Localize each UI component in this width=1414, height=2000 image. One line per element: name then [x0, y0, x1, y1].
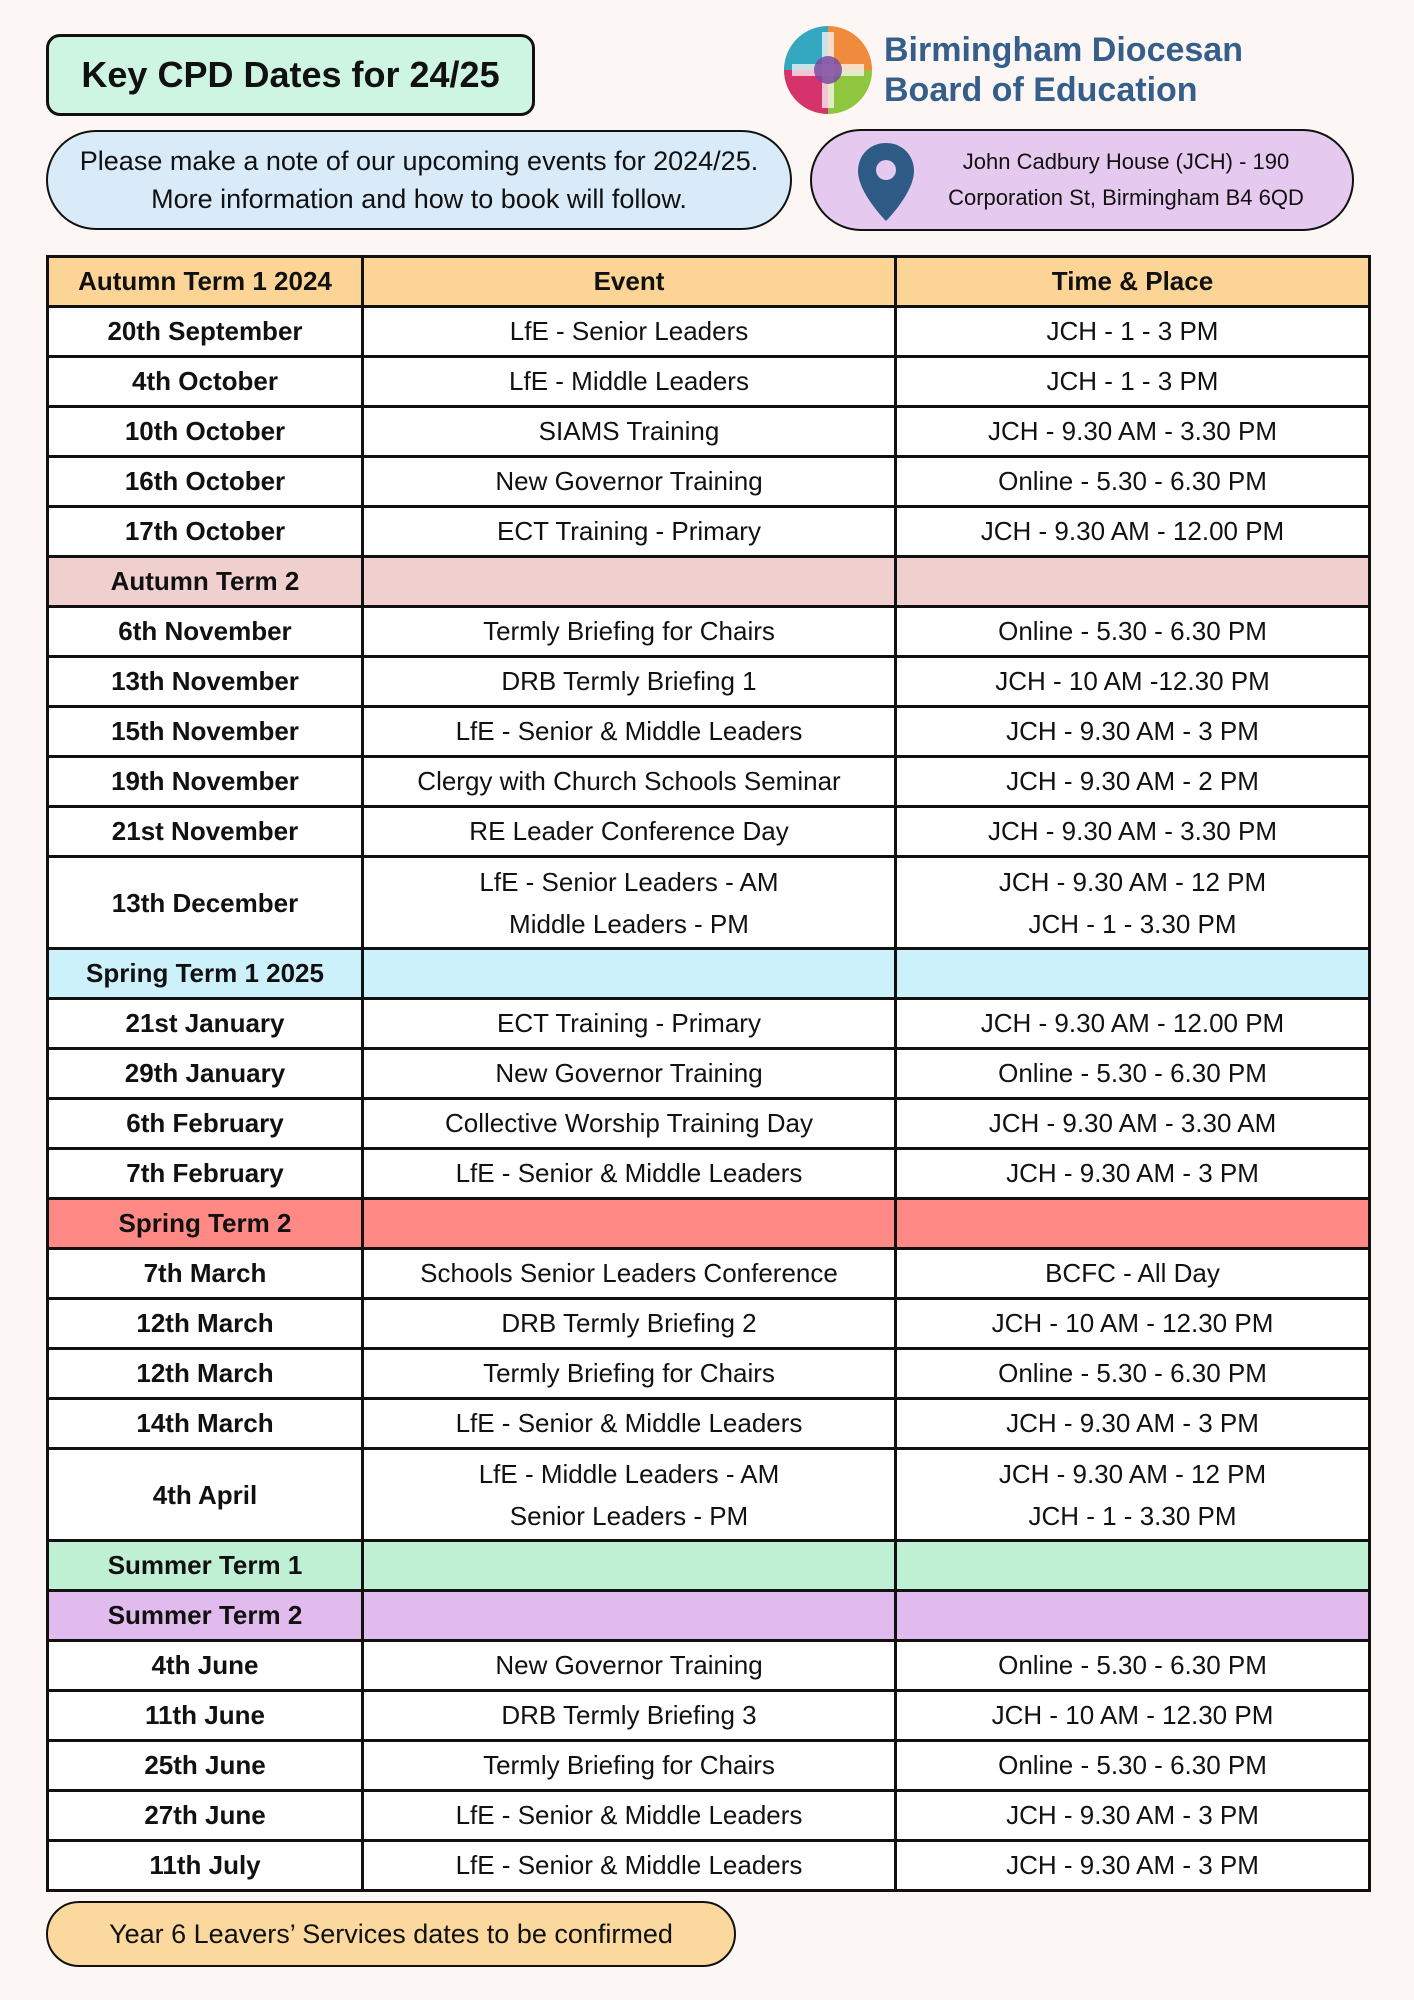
table-row	[48, 1641, 1370, 1691]
term-label: Spring Term 1 2025	[48, 949, 363, 999]
date-cell: 11th July	[48, 1841, 363, 1891]
date-cell: 14th March	[48, 1399, 363, 1449]
event-cell: Schools Senior Leaders Conference	[363, 1249, 896, 1299]
date-cell: 13th November	[48, 657, 363, 707]
diocesan-logo-icon	[782, 24, 874, 116]
time-place-cell: JCH - 10 AM - 12.30 PM	[896, 1299, 1370, 1349]
time-place-cell: JCH - 10 AM - 12.30 PM	[896, 1691, 1370, 1741]
time-place-cell: JCH - 9.30 AM - 12.00 PM	[896, 507, 1370, 557]
table-row	[48, 807, 1370, 857]
date-cell: 4th June	[48, 1641, 363, 1691]
event-cell: SIAMS Training	[363, 407, 896, 457]
date-cell: 15th November	[48, 707, 363, 757]
time-place-cell: JCH - 9.30 AM - 3 PM	[896, 1841, 1370, 1891]
term-row-empty-cell	[363, 1591, 896, 1641]
date-cell: 4th April	[48, 1449, 363, 1541]
term-row-empty-cell	[363, 949, 896, 999]
event-cell	[363, 1449, 896, 1541]
time-place-cell: JCH - 9.30 AM - 3 PM	[896, 1399, 1370, 1449]
brand-logo	[782, 24, 1342, 120]
term-row-empty-cell	[896, 557, 1370, 607]
time-place-cell: JCH - 9.30 AM - 3.30 AM	[896, 1099, 1370, 1149]
event-cell: LfE - Middle Leaders	[363, 357, 896, 407]
table-row	[48, 507, 1370, 557]
time-place-cell-line: JCH - 1 - 3.30 PM	[1028, 908, 1237, 939]
time-place-cell: JCH - 10 AM -12.30 PM	[896, 657, 1370, 707]
table-row	[48, 1299, 1370, 1349]
event-cell-line: LfE - Middle Leaders - AM	[478, 1458, 780, 1489]
event-cell: DRB Termly Briefing 3	[363, 1691, 896, 1741]
column-header-term: Autumn Term 1 2024	[48, 257, 363, 307]
term-header-row	[48, 557, 1370, 607]
time-place-cell: Online - 5.30 - 6.30 PM	[896, 457, 1370, 507]
time-place-cell: Online - 5.30 - 6.30 PM	[896, 1349, 1370, 1399]
event-cell: Termly Briefing for Chairs	[363, 1349, 896, 1399]
table-body	[48, 307, 1370, 1891]
event-cell: LfE - Senior Leaders	[363, 307, 896, 357]
term-label: Summer Term 1	[48, 1541, 363, 1591]
time-place-cell: JCH - 9.30 AM - 3 PM	[896, 1149, 1370, 1199]
table-row	[48, 707, 1370, 757]
time-place-cell: JCH - 9.30 AM - 12.00 PM	[896, 999, 1370, 1049]
time-place-cell: JCH - 1 - 3 PM	[896, 357, 1370, 407]
column-header-time-place: Time & Place	[896, 257, 1370, 307]
table-row	[48, 1049, 1370, 1099]
date-cell: 20th September	[48, 307, 363, 357]
event-cell: LfE - Senior & Middle Leaders	[363, 707, 896, 757]
page-title: Key CPD Dates for 24/25	[46, 34, 535, 116]
event-cell	[363, 857, 896, 949]
event-cell: ECT Training - Primary	[363, 999, 896, 1049]
time-place-cell: JCH - 9.30 AM - 3 PM	[896, 707, 1370, 757]
table-row	[48, 407, 1370, 457]
table-row	[48, 1449, 1370, 1541]
event-cell: New Governor Training	[363, 1049, 896, 1099]
date-cell: 13th December	[48, 857, 363, 949]
event-cell: RE Leader Conference Day	[363, 807, 896, 857]
event-cell: DRB Termly Briefing 1	[363, 657, 896, 707]
table-row	[48, 607, 1370, 657]
location-text: John Cadbury House (JCH) - 190 Corporation St, Birmingham B4 6QD	[948, 149, 1304, 210]
time-place-cell: Online - 5.30 - 6.30 PM	[896, 607, 1370, 657]
time-place-cell	[896, 1449, 1370, 1541]
intro-note-line-2: More information and how to book will follow.	[151, 184, 687, 214]
date-cell: 21st November	[48, 807, 363, 857]
term-row-empty-cell	[896, 1541, 1370, 1591]
event-cell: ECT Training - Primary	[363, 507, 896, 557]
date-cell: 29th January	[48, 1049, 363, 1099]
event-cell: Termly Briefing for Chairs	[363, 607, 896, 657]
table-row	[48, 1791, 1370, 1841]
time-place-cell: BCFC - All Day	[896, 1249, 1370, 1299]
table-row	[48, 357, 1370, 407]
time-place-cell	[896, 857, 1370, 949]
term-row-empty-cell	[896, 1591, 1370, 1641]
event-cell: LfE - Senior & Middle Leaders	[363, 1149, 896, 1199]
logo-line-2: Board of Education	[884, 71, 1198, 109]
intro-note	[46, 130, 792, 230]
intro-note-line-1: Please make a note of our upcoming events for 2024/25.	[79, 146, 759, 176]
event-cell-line: Middle Leaders - PM	[509, 908, 749, 939]
date-cell: 7th February	[48, 1149, 363, 1199]
table-row	[48, 1149, 1370, 1199]
term-row-empty-cell	[896, 1199, 1370, 1249]
table-header-row	[48, 257, 1370, 307]
event-cell: Termly Briefing for Chairs	[363, 1741, 896, 1791]
term-header-row	[48, 949, 1370, 999]
time-place-cell: JCH - 1 - 3 PM	[896, 307, 1370, 357]
table-row	[48, 657, 1370, 707]
logo-line-1: Birmingham Diocesan	[884, 31, 1243, 69]
date-cell: 25th June	[48, 1741, 363, 1791]
term-header-row	[48, 1591, 1370, 1641]
term-label: Spring Term 2	[48, 1199, 363, 1249]
table-row	[48, 857, 1370, 949]
term-label: Summer Term 2	[48, 1591, 363, 1641]
event-cell: LfE - Senior & Middle Leaders	[363, 1399, 896, 1449]
table-row	[48, 1399, 1370, 1449]
cpd-dates-table	[46, 255, 1371, 1892]
table-row	[48, 1349, 1370, 1399]
time-place-cell: JCH - 9.30 AM - 2 PM	[896, 757, 1370, 807]
event-cell: LfE - Senior & Middle Leaders	[363, 1841, 896, 1891]
date-cell: 7th March	[48, 1249, 363, 1299]
term-row-empty-cell	[363, 1199, 896, 1249]
table-row	[48, 1691, 1370, 1741]
date-cell: 16th October	[48, 457, 363, 507]
footer-note: Year 6 Leavers’ Services dates to be confirmed	[46, 1901, 736, 1967]
term-label: Autumn Term 2	[48, 557, 363, 607]
time-place-cell-line: JCH - 9.30 AM - 12 PM	[998, 1458, 1267, 1489]
table-row	[48, 307, 1370, 357]
map-pin-icon	[856, 141, 916, 223]
table-row	[48, 1099, 1370, 1149]
date-cell: 6th November	[48, 607, 363, 657]
date-cell: 10th October	[48, 407, 363, 457]
table-row	[48, 999, 1370, 1049]
date-cell: 11th June	[48, 1691, 363, 1741]
event-cell-line: Senior Leaders - PM	[509, 1500, 749, 1531]
table-row	[48, 1741, 1370, 1791]
term-header-row	[48, 1199, 1370, 1249]
event-cell: New Governor Training	[363, 1641, 896, 1691]
time-place-cell: Online - 5.30 - 6.30 PM	[896, 1741, 1370, 1791]
term-row-empty-cell	[363, 1541, 896, 1591]
table-row	[48, 757, 1370, 807]
date-cell: 12th March	[48, 1299, 363, 1349]
term-row-empty-cell	[363, 557, 896, 607]
event-cell: DRB Termly Briefing 2	[363, 1299, 896, 1349]
event-cell: New Governor Training	[363, 457, 896, 507]
date-cell: 19th November	[48, 757, 363, 807]
time-place-cell-line: JCH - 1 - 3.30 PM	[1028, 1500, 1237, 1531]
table-row	[48, 1841, 1370, 1891]
date-cell: 17th October	[48, 507, 363, 557]
date-cell: 6th February	[48, 1099, 363, 1149]
location-box	[810, 129, 1354, 231]
time-place-cell: JCH - 9.30 AM - 3.30 PM	[896, 807, 1370, 857]
time-place-cell: JCH - 9.30 AM - 3 PM	[896, 1791, 1370, 1841]
event-cell: Collective Worship Training Day	[363, 1099, 896, 1149]
column-header-event: Event	[363, 257, 896, 307]
date-cell: 12th March	[48, 1349, 363, 1399]
time-place-cell-line: JCH - 9.30 AM - 12 PM	[998, 866, 1267, 897]
event-cell: LfE - Senior & Middle Leaders	[363, 1791, 896, 1841]
date-cell: 27th June	[48, 1791, 363, 1841]
term-row-empty-cell	[896, 949, 1370, 999]
event-cell: Clergy with Church Schools Seminar	[363, 757, 896, 807]
time-place-cell: JCH - 9.30 AM - 3.30 PM	[896, 407, 1370, 457]
date-cell: 21st January	[48, 999, 363, 1049]
term-header-row	[48, 1541, 1370, 1591]
event-cell-line: LfE - Senior Leaders - AM	[479, 866, 779, 897]
table-row	[48, 1249, 1370, 1299]
table-row	[48, 457, 1370, 507]
time-place-cell: Online - 5.30 - 6.30 PM	[896, 1049, 1370, 1099]
date-cell: 4th October	[48, 357, 363, 407]
time-place-cell: Online - 5.30 - 6.30 PM	[896, 1641, 1370, 1691]
